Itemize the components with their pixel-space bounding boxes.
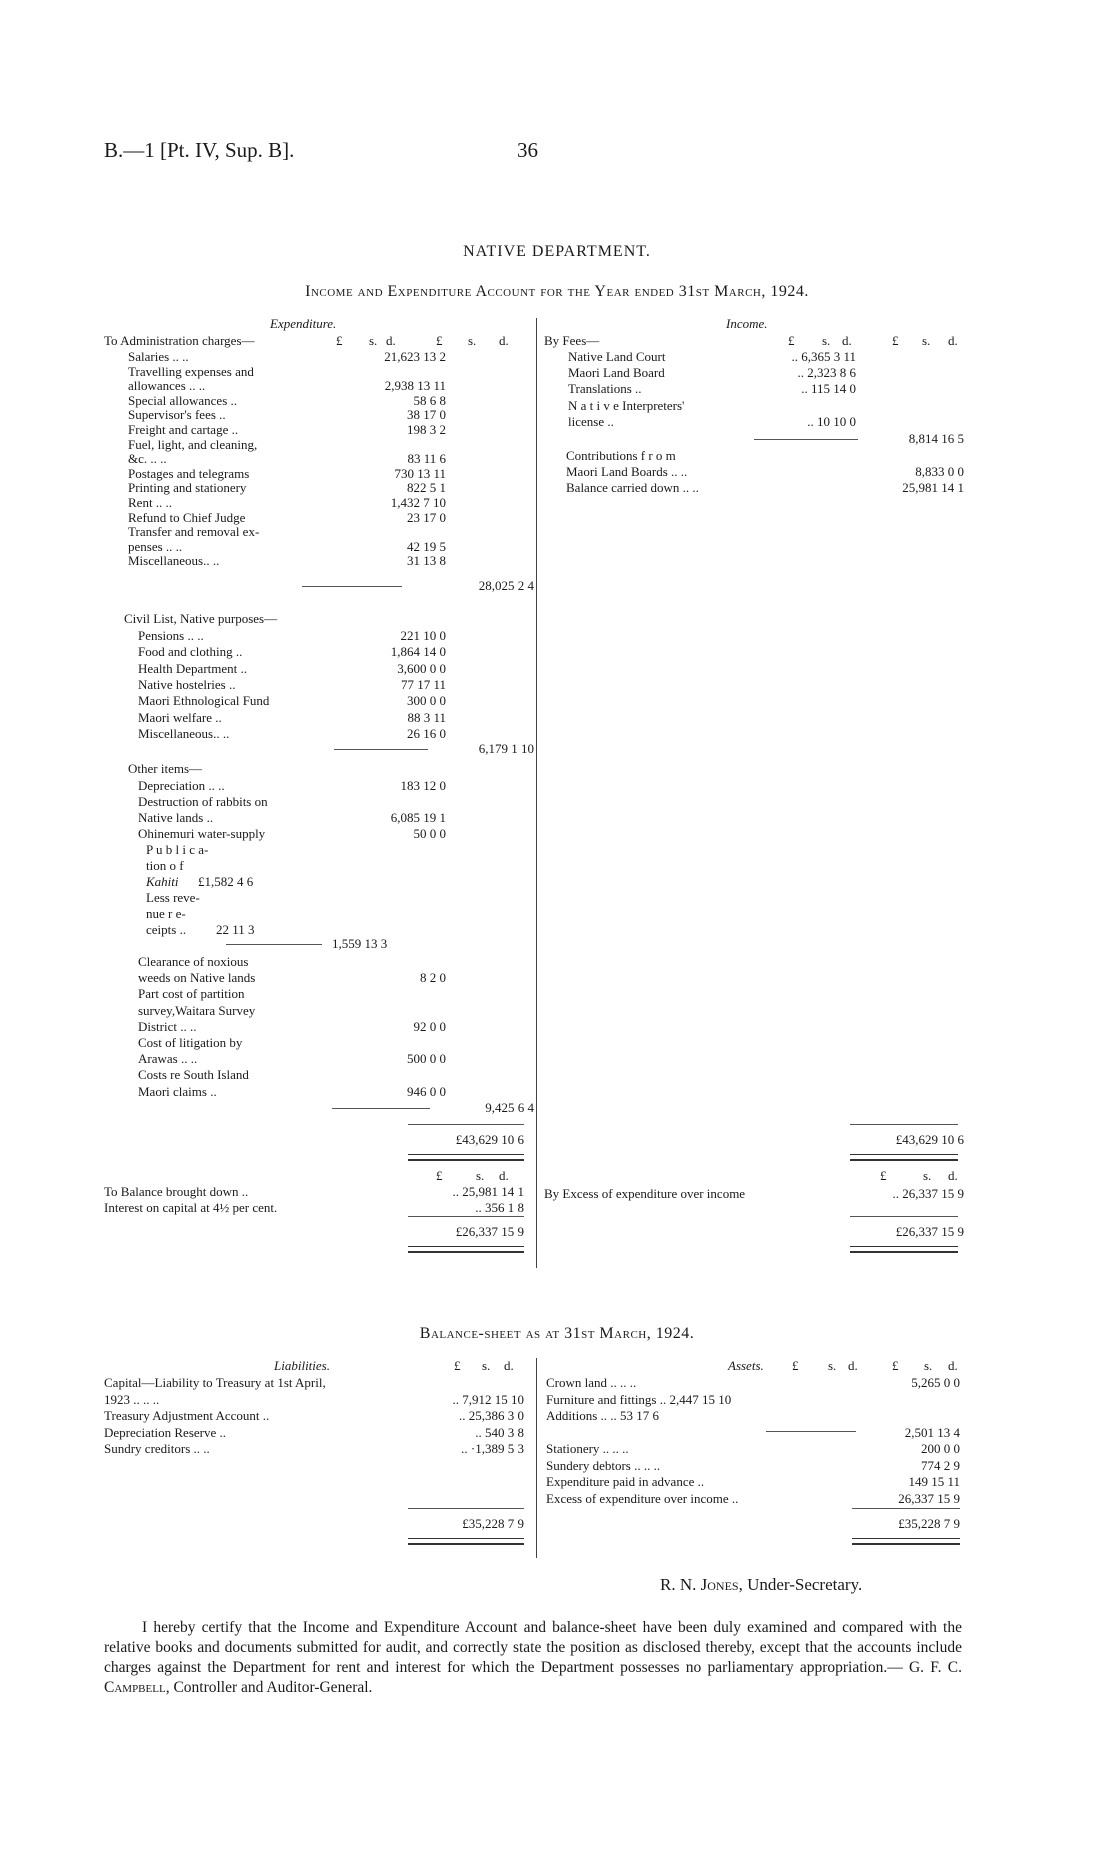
assets-rule-bottom: [852, 1538, 960, 1545]
exp-balance-item-label: To Balance brought down ..: [104, 1184, 249, 1199]
admin-item-label: Postages and telegrams: [128, 465, 250, 481]
kahiti-l3-name: Kahiti: [146, 874, 179, 889]
liab-total: £35,228 7 9: [462, 1516, 524, 1531]
admin-item-label: Fuel, light, and cleaning,: [128, 436, 258, 452]
civil-item-amount: 221 10 0: [400, 628, 446, 643]
admin-item-amount: 822 5 1: [407, 480, 446, 496]
kahiti-rule: [226, 944, 322, 945]
other-item-label: Destruction of rabbits on: [138, 794, 268, 809]
assets-head-s: s.: [828, 1358, 837, 1373]
assets-subrule: [766, 1431, 856, 1432]
admin-item-label: Refund to Chief Judge: [128, 509, 246, 525]
page-number: 36: [517, 138, 538, 162]
admin-item-label: Transfer and removal ex-: [128, 524, 260, 540]
liability-item-label: Sundry creditors .. ..: [104, 1441, 210, 1456]
inc-head-d: d.: [842, 333, 852, 348]
liability-item-amount: .. 25,386 3 0: [459, 1408, 524, 1423]
fees-rule: [754, 439, 858, 440]
fee-item-amount: .. 2,323 8 6: [797, 365, 856, 381]
exp-balance-item-amount: .. 356 1 8: [475, 1200, 524, 1215]
admin-item-label: Freight and cartage ..: [128, 422, 239, 437]
kahiti-l6-amt: 22 11 3: [216, 922, 255, 937]
inc-bal-rule-top: [850, 1216, 958, 1217]
asset-item-label: Expenditure paid in advance ..: [546, 1474, 705, 1489]
assets-head-pound2: £: [892, 1358, 899, 1373]
kahiti-l2: tion o f: [146, 858, 184, 873]
admin-item-label: allowances .. ..: [128, 378, 206, 394]
auditor-title: , Controller and Auditor-General.: [165, 1679, 373, 1696]
admin-item-label: Salaries .. ..: [128, 349, 189, 364]
kahiti-l5: nue r e-: [146, 906, 186, 921]
inc-head-s2: s.: [922, 333, 931, 348]
civil-item-label: Maori Ethnological Fund: [138, 693, 270, 709]
inc-head-d2: d.: [948, 333, 958, 348]
inc-head-s: s.: [822, 333, 831, 348]
civil-item-amount: 88 3 11: [407, 709, 446, 725]
admin-item-amount: 2,938 13 11: [384, 378, 446, 394]
asset-item-label: Stationery .. .. ..: [546, 1441, 629, 1456]
admin-item-amount: 1,432 7 10: [390, 495, 446, 510]
exp-bal-rule-top: [408, 1216, 524, 1217]
admin-item-amount: 42 19 5: [407, 538, 446, 554]
signature: [660, 1575, 862, 1595]
asset-item-amount: 2,501 13 4: [904, 1424, 960, 1440]
assets-rule-top: [852, 1508, 960, 1509]
other-item-amount: 946 0 0: [407, 1083, 446, 1099]
account-divider: [536, 318, 537, 1268]
civil-item-amount: 1,864 14 0: [390, 644, 446, 660]
account-title: Income and Expenditure Account for the Year ended 31st March, 1924.: [305, 283, 809, 300]
admin-item-amount: 21,623 13 2: [384, 349, 446, 364]
inc-bal-head-pound: £: [880, 1168, 887, 1183]
assets-head-d: d.: [848, 1358, 858, 1373]
asset-item-amount: 200 0 0: [921, 1441, 960, 1456]
audit-certificate: [104, 1618, 962, 1698]
liability-item-label: Capital—Liability to Treasury at 1st April,: [104, 1375, 326, 1390]
admin-item-label: &c. .. ..: [128, 451, 167, 467]
department-title: NATIVE DEPARTMENT.: [463, 243, 651, 260]
signature-name: R. N. Jones: [660, 1575, 739, 1594]
exp-bal-head-pound: £: [436, 1168, 443, 1183]
inc-head-pound: £: [788, 333, 795, 348]
exp-head-pound: £: [336, 333, 343, 348]
admin-item-amount: 730 13 11: [394, 465, 446, 481]
liab-rule-bottom: [408, 1538, 524, 1545]
admin-rule: [302, 586, 402, 587]
exp-bal-head-d: d.: [499, 1168, 509, 1183]
kahiti-l6: ceipts ..: [146, 922, 187, 937]
asset-item-label: Sundery debtors .. .. ..: [546, 1457, 661, 1473]
admin-item-amount: 83 11 6: [407, 451, 446, 467]
inc-bal-head-s: s.: [923, 1168, 932, 1183]
fee-item-label: Maori Land Board: [568, 365, 665, 381]
liabilities-heading: Liabilities.: [274, 1358, 330, 1373]
liabilities-column: [104, 1358, 534, 1558]
assets-head-d2: d.: [948, 1358, 958, 1373]
liability-item-amount: .. ·1,389 5 3: [461, 1441, 524, 1456]
fees-label: By Fees—: [544, 333, 600, 348]
exp-bal-head-s: s.: [476, 1168, 485, 1183]
asset-item-label: Furniture and fittings .. 2,447 15 10: [546, 1391, 732, 1407]
bs-divider: [536, 1358, 537, 1558]
admin-item-amount: 31 13 8: [407, 553, 446, 569]
kahiti-l1: P u b l i c a-: [146, 842, 209, 857]
admin-item-label: Miscellaneous.. ..: [128, 553, 220, 569]
other-item-amount: 500 0 0: [407, 1051, 446, 1067]
contrib-l1: Contributions f r o m: [566, 448, 676, 463]
inc-head-pound2: £: [892, 333, 899, 348]
liability-item-amount: .. 7,912 15 10: [452, 1391, 524, 1407]
balance-carried-amt: 25,981 14 1: [902, 480, 964, 495]
contrib-l2: Maori Land Boards .. ..: [566, 464, 688, 479]
balance-sheet-title: Balance-sheet as at 31st March, 1924.: [419, 1325, 695, 1342]
admin-item-label: Special allowances ..: [128, 392, 238, 408]
other-item-label: Depreciation .. ..: [138, 778, 225, 793]
asset-item-label: Excess of expenditure over income ..: [546, 1490, 739, 1506]
other-item-label: Cost of litigation by: [138, 1035, 243, 1050]
liab-head-pound: £: [454, 1358, 461, 1373]
civil-item-label: Maori welfare ..: [138, 709, 222, 725]
assets-head-pound: £: [792, 1358, 799, 1373]
assets-heading: Assets.: [728, 1358, 764, 1373]
civil-item-label: Native hostelries ..: [138, 676, 236, 692]
other-item-amount: 92 0 0: [413, 1018, 446, 1034]
fee-item-label: N a t i v e Interpreters': [568, 397, 685, 413]
asset-item-amount: 149 15 11: [908, 1474, 960, 1489]
fees-total: 8,814 16 5: [908, 431, 964, 446]
exp-grand-rule-bottom: [408, 1154, 524, 1161]
civil-label: Civil List, Native purposes—: [124, 611, 278, 626]
asset-item-label: Crown land .. .. ..: [546, 1375, 637, 1390]
exp-balance-item-label: Interest on capital at 4½ per cent.: [104, 1200, 278, 1215]
asset-item-label: Additions .. .. 53 17 6: [546, 1408, 660, 1423]
assets-total: £35,228 7 9: [898, 1516, 960, 1531]
civil-rule: [334, 749, 428, 750]
expenditure-heading: Expenditure.: [270, 316, 337, 331]
other-item-label: Maori claims ..: [138, 1083, 217, 1099]
liab-head-s: s.: [482, 1358, 491, 1373]
other-item-label: survey,Waitara Survey: [138, 1002, 256, 1018]
balance-carried-label: Balance carried down .. ..: [566, 480, 699, 495]
kahiti-l4: Less reve-: [146, 890, 200, 905]
admin-item-amount: 58 6 8: [413, 392, 446, 408]
exp-grand-rule-top: [408, 1124, 524, 1125]
income-column: [544, 316, 964, 1276]
other-item-amount: 8 2 0: [420, 970, 446, 986]
inc-bal-total: £26,337 15 9: [895, 1224, 964, 1239]
assets-column: [546, 1358, 964, 1558]
exp-head-d2: d.: [499, 333, 509, 348]
other-item-amount: 6,085 19 1: [390, 810, 446, 825]
asset-item-amount: 774 2 9: [921, 1457, 960, 1473]
civil-item-label: Pensions .. ..: [138, 628, 204, 643]
fee-item-label: Translations ..: [568, 381, 642, 397]
other-rule: [332, 1108, 430, 1109]
civil-item-label: Health Department ..: [138, 660, 248, 676]
income-heading: Income.: [726, 316, 768, 331]
admin-item-amount: 23 17 0: [407, 509, 446, 525]
civil-item-amount: 77 17 11: [400, 676, 446, 692]
civil-total: 6,179 1 10: [478, 741, 534, 756]
civil-item-amount: 3,600 0 0: [397, 660, 446, 676]
excess-label: By Excess of expenditure over income: [544, 1186, 746, 1201]
exp-balance-item-amount: .. 25,981 14 1: [452, 1184, 524, 1199]
admin-item-amount: 38 17 0: [407, 407, 446, 423]
fee-item-label: license ..: [568, 413, 614, 429]
other-item-amount: 50 0 0: [413, 826, 446, 841]
fee-item-amount: .. 10 10 0: [807, 413, 856, 429]
other-item-label: District .. ..: [138, 1018, 197, 1034]
auditor-name: G. F. C. Campbell: [104, 1659, 962, 1696]
admin-item-amount: 198 3 2: [407, 422, 446, 437]
other-item-label: Costs re South Island: [138, 1067, 249, 1083]
fee-item-amount: .. 115 14 0: [801, 381, 856, 397]
other-item-label: Ohinemuri water-supply: [138, 826, 266, 841]
page-reference: B.—1 [Pt. IV, Sup. B].: [104, 138, 295, 162]
fee-item-label: Native Land Court: [568, 349, 666, 364]
certificate-body: I hereby certify that the Income and Expenditure Account and balance-sheet have been duly examined and compared with the relative books and documents submitted for audit, and correctly state the position as disclosed thereby, except that the accounts include charges against the Department for rent and interest for which the Department possesses no parliamentary appropriation.—: [104, 1619, 962, 1676]
exp-head-pound2: £: [436, 333, 443, 348]
inc-bal-rule-bottom: [850, 1246, 958, 1253]
exp-head-s: s.: [369, 333, 378, 348]
exp-bal-total: £26,337 15 9: [455, 1224, 524, 1239]
admin-item-label: Rent .. ..: [128, 495, 173, 510]
admin-item-label: Travelling expenses and: [128, 363, 254, 379]
other-item-label: Native lands ..: [138, 810, 214, 825]
civil-item-label: Food and clothing ..: [138, 644, 243, 660]
liability-item-label: Depreciation Reserve ..: [104, 1424, 227, 1440]
liab-rule-top: [408, 1508, 524, 1509]
other-total: 9,425 6 4: [485, 1100, 534, 1115]
inc-bal-head-d: d.: [948, 1168, 958, 1183]
other-item-label: Arawas .. ..: [138, 1051, 198, 1067]
other-label: Other items—: [128, 761, 203, 776]
contrib-amt: 8,833 0 0: [915, 464, 964, 479]
excess-amt: .. 26,337 15 9: [892, 1186, 964, 1201]
admin-item-label: Supervisor's fees ..: [128, 407, 226, 423]
exp-bal-rule-bottom: [408, 1246, 524, 1253]
assets-head-s2: s.: [924, 1358, 933, 1373]
other-item-label: Part cost of partition: [138, 986, 245, 1002]
liability-item-label: 1923 .. .. ..: [104, 1391, 160, 1407]
signature-title: , Under-Secretary.: [738, 1575, 863, 1594]
liability-item-label: Treasury Adjustment Account ..: [104, 1408, 270, 1423]
liab-head-d: d.: [504, 1358, 514, 1373]
fee-item-amount: .. 6,365 3 11: [791, 349, 856, 364]
kahiti-l3-amt: £1,582 4 6: [198, 874, 254, 889]
civil-item-label: Miscellaneous.. ..: [138, 725, 230, 741]
exp-grand-total: £43,629 10 6: [455, 1132, 524, 1147]
admin-item-label: Printing and stationery: [128, 480, 247, 496]
admin-item-label: penses .. ..: [128, 538, 183, 554]
other-item-label: weeds on Native lands: [138, 970, 256, 986]
inc-grand-rule-bottom: [850, 1154, 958, 1161]
kahiti-net: 1,559 13 3: [332, 936, 388, 951]
exp-head-d: d.: [386, 333, 396, 348]
asset-item-amount: 26,337 15 9: [898, 1490, 960, 1506]
admin-label: To Administration charges—: [104, 333, 255, 348]
civil-item-amount: 26 16 0: [407, 725, 446, 741]
exp-head-s2: s.: [468, 333, 477, 348]
inc-grand-total: £43,629 10 6: [895, 1132, 964, 1147]
liability-item-amount: .. 540 3 8: [475, 1424, 524, 1440]
asset-item-amount: 5,265 0 0: [911, 1375, 960, 1390]
expenditure-column: [104, 316, 534, 1276]
other-item-label: Clearance of noxious: [138, 954, 249, 969]
other-item-amount: 183 12 0: [400, 778, 446, 793]
inc-grand-rule-top: [850, 1124, 958, 1125]
civil-item-amount: 300 0 0: [407, 693, 446, 709]
admin-total: 28,025 2 4: [478, 578, 534, 593]
